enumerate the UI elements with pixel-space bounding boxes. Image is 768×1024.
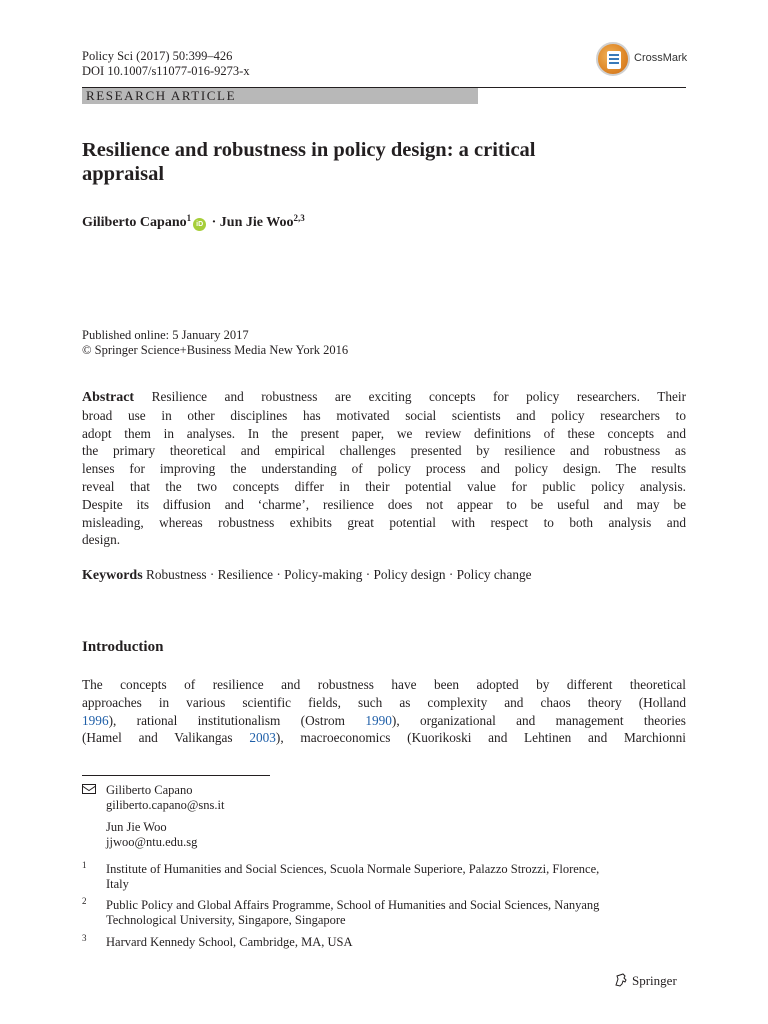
crossmark-icon xyxy=(596,42,630,76)
journal-citation: Policy Sci (2017) 50:399–426 xyxy=(82,49,233,63)
abstract-line: misleading, whereas robustness exhibits great potential with respect to both analysis and xyxy=(82,514,686,530)
abstract-line: Despite its diffusion and ‘charme’, resilience does not appear to be useful and may be xyxy=(82,496,686,512)
envelope-icon xyxy=(82,784,96,794)
intro-line: (Hamel and Valikangas 2003), macroeconomics (Kuorikoski and Lehtinen and Marchionni xyxy=(82,730,686,746)
introduction-paragraph xyxy=(82,676,686,747)
affiliation-line: Institute of Humanities and Social Sciences, Scuola Normale Superiore, Palazzo Strozzi, Florence, xyxy=(106,862,600,876)
abstract-heading: Abstract xyxy=(82,390,135,405)
abstract xyxy=(82,388,686,549)
citation-link[interactable]: 2003 xyxy=(249,730,276,746)
keywords-heading: Keywords xyxy=(82,568,143,583)
author-affiliation-mark: 1 xyxy=(186,213,192,223)
affiliation-number: 2 xyxy=(82,896,87,906)
section-heading-introduction: Introduction xyxy=(82,639,164,655)
keywords-list: Robustness · Resilience · Policy-making · Policy design · Policy change xyxy=(146,567,532,582)
intro-line: approaches in various scientific fields, such as complexity and chaos theory (Holland xyxy=(82,694,686,710)
publisher-name: Springer xyxy=(632,973,677,988)
title-line-1: Resilience and robustness in policy design: a critical xyxy=(82,139,536,161)
affiliation-number: 1 xyxy=(82,860,87,870)
abstract-line: the primary theoretical and empirical challenges presented by resilience and robustness as xyxy=(82,443,686,459)
springer-horse-icon xyxy=(614,973,628,987)
affiliation-line: Harvard Kennedy School, Cambridge, MA, USA xyxy=(106,935,353,949)
affiliation-line: Italy xyxy=(106,877,129,891)
copyright: © Springer Science+Business Media New York 2016 xyxy=(82,343,349,357)
crossmark-badge[interactable] xyxy=(596,42,690,76)
keywords xyxy=(82,566,686,585)
author-name[interactable]: Giliberto Capano xyxy=(82,215,187,230)
title-line-2: appraisal xyxy=(82,163,165,185)
publisher-logo xyxy=(614,973,677,989)
author-list xyxy=(82,209,305,232)
contact-name: Giliberto Capano xyxy=(106,783,193,797)
doi[interactable]: DOI 10.1007/s11077-016-9273-x xyxy=(82,64,250,78)
citation-link[interactable]: 1990 xyxy=(365,712,392,728)
article-type: RESEARCH ARTICLE xyxy=(86,88,237,103)
abstract-line: adopt them in analyses. In the present paper, we review definitions of these concepts and xyxy=(82,425,686,441)
contact-email[interactable]: giliberto.capano@sns.it xyxy=(106,798,225,812)
affiliation-line: Public Policy and Global Affairs Programme, School of Humanities and Social Sciences, Nanyang xyxy=(106,898,600,912)
author-affiliation-mark: 2,3 xyxy=(293,213,305,223)
affiliation-line: Technological University, Singapore, Singapore xyxy=(106,913,346,927)
crossmark-label: CrossMark xyxy=(634,52,688,64)
abstract-line: reveal that the two concepts differ in their potential value for public policy analysis. xyxy=(82,478,686,494)
footnote-rule xyxy=(82,775,270,776)
orcid-icon[interactable]: iD xyxy=(193,218,206,231)
abstract-line: Abstract Resilience and robustness are exciting concepts for policy researchers. Their xyxy=(82,389,687,405)
intro-line: The concepts of resilience and robustness have been adopted by different theoretical xyxy=(82,677,686,692)
citation-link[interactable]: 1996 xyxy=(82,712,109,728)
author-name[interactable]: Jun Jie Woo xyxy=(219,215,294,230)
intro-line: 1996), rational institutionalism (Ostrom 1990), organizational and management theories xyxy=(82,712,686,728)
abstract-line: broad use in other disciplines has motivated social scientists and policy researchers to xyxy=(82,407,686,423)
author-separator: · xyxy=(208,215,220,230)
published-online: Published online: 5 January 2017 xyxy=(82,328,249,342)
contact-email[interactable]: jjwoo@ntu.edu.sg xyxy=(106,835,198,849)
article-title xyxy=(82,138,682,186)
contact-name: Jun Jie Woo xyxy=(106,820,167,834)
affiliation-number: 3 xyxy=(82,933,87,943)
abstract-line: lenses for improving the understanding of policy process and policy design. The results xyxy=(82,461,686,477)
abstract-line: design. xyxy=(82,532,121,548)
